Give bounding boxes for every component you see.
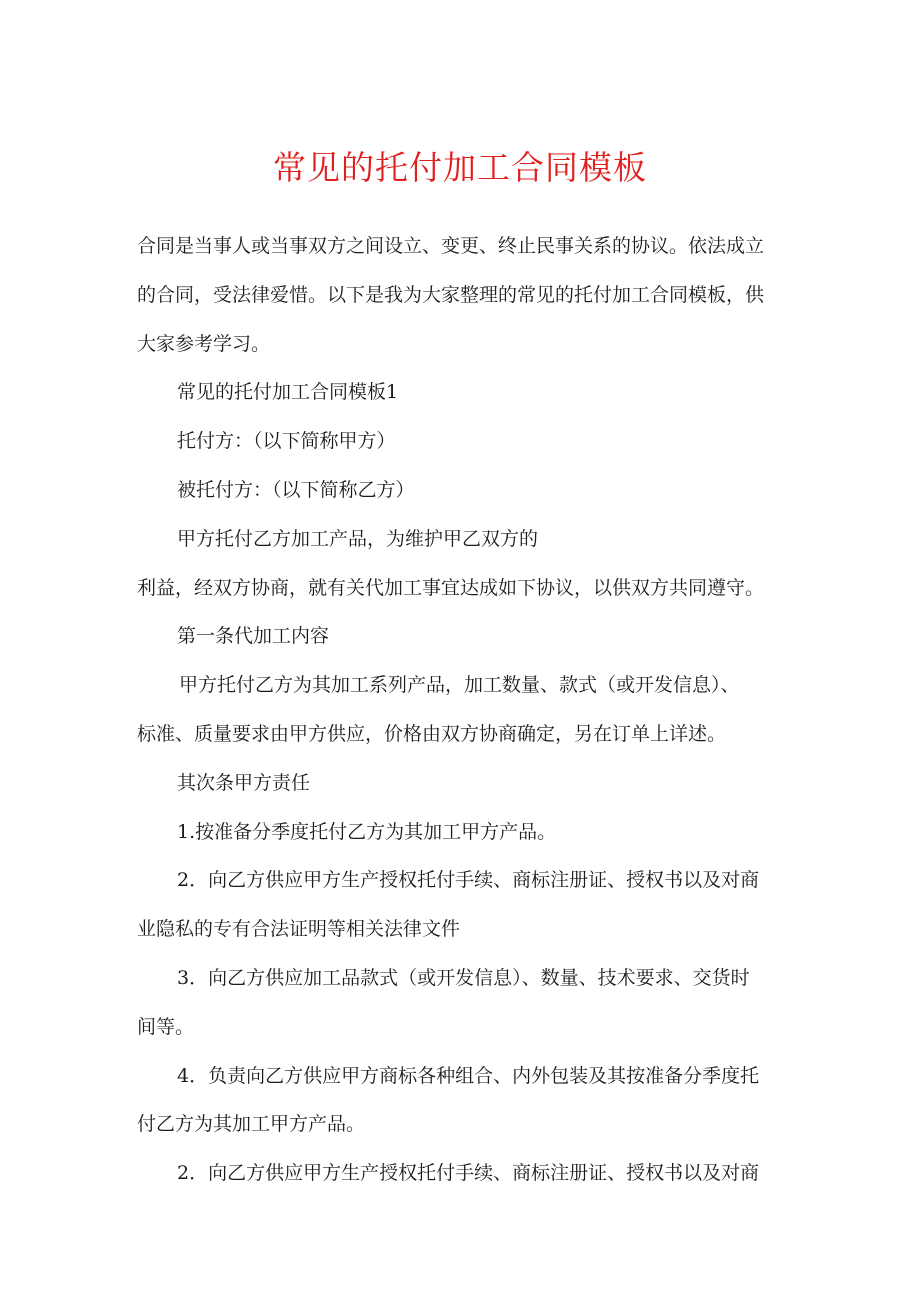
list-item-line: 4．负责向乙方供应甲方商标各种组合、内外包装及其按准备分季度托 bbox=[177, 1064, 760, 1087]
purpose-line: 利益，经双方协商，就有关代加工事宜达成如下协议，以供双方共同遵守。 bbox=[137, 576, 765, 599]
list-item-line: 2．向乙方供应甲方生产授权托付手续、商标注册证、授权书以及对商 bbox=[177, 869, 760, 892]
list-item-line: 付乙方为其加工甲方产品。 bbox=[137, 1113, 366, 1136]
template-heading: 常见的托付加工合同模板1 bbox=[177, 381, 399, 404]
list-item bbox=[137, 856, 797, 954]
article1-heading: 第一条代加工内容 bbox=[177, 625, 330, 648]
list-item bbox=[137, 1149, 797, 1198]
purpose-paragraph bbox=[137, 515, 797, 613]
article1-paragraph bbox=[137, 661, 797, 759]
article2-heading: 其次条甲方责任 bbox=[177, 771, 311, 794]
party-a-line: 托付方：（以下简称甲方） bbox=[177, 430, 396, 453]
party-b-line: 被托付方：（以下简称乙方） bbox=[177, 478, 415, 501]
list-item bbox=[137, 954, 797, 1052]
list-item-line: 3．向乙方供应加工品款式（或开发信息）、数量、技术要求、交货时 bbox=[177, 966, 750, 989]
intro-line: 大家参考学习。 bbox=[137, 332, 271, 355]
document-title: 常见的托付加工合同模板 bbox=[273, 148, 647, 187]
purpose-line: 甲方托付乙方加工产品，为维护甲乙双方的 bbox=[177, 527, 539, 550]
intro-paragraph bbox=[137, 222, 797, 368]
intro-line: 合同是当事人或当事双方之间设立、变更、终止民事关系的协议。依法成立 bbox=[137, 235, 765, 257]
list-item-line: 业隐私的专有合法证明等相关法律文件 bbox=[137, 918, 461, 941]
list-item bbox=[137, 808, 797, 857]
document-body bbox=[137, 222, 797, 1198]
article1-line: 标准、质量要求由甲方供应，价格由双方协商确定，另在订单上详述。 bbox=[137, 722, 727, 745]
intro-line: 的合同，受法律爱惜。以下是我为大家整理的常见的托付加工合同模板，供 bbox=[137, 283, 765, 306]
list-item bbox=[137, 1052, 797, 1150]
list-item-line: 间等。 bbox=[137, 1015, 195, 1038]
list-item-line: 2．向乙方供应甲方生产授权托付手续、商标注册证、授权书以及对商 bbox=[177, 1162, 760, 1185]
list-item-line: 1.按准备分季度托付乙方为其加工甲方产品。 bbox=[177, 820, 557, 843]
article1-line: 甲方托付乙方为其加工系列产品，加工数量、款式（或开发信息）、 bbox=[179, 674, 740, 697]
